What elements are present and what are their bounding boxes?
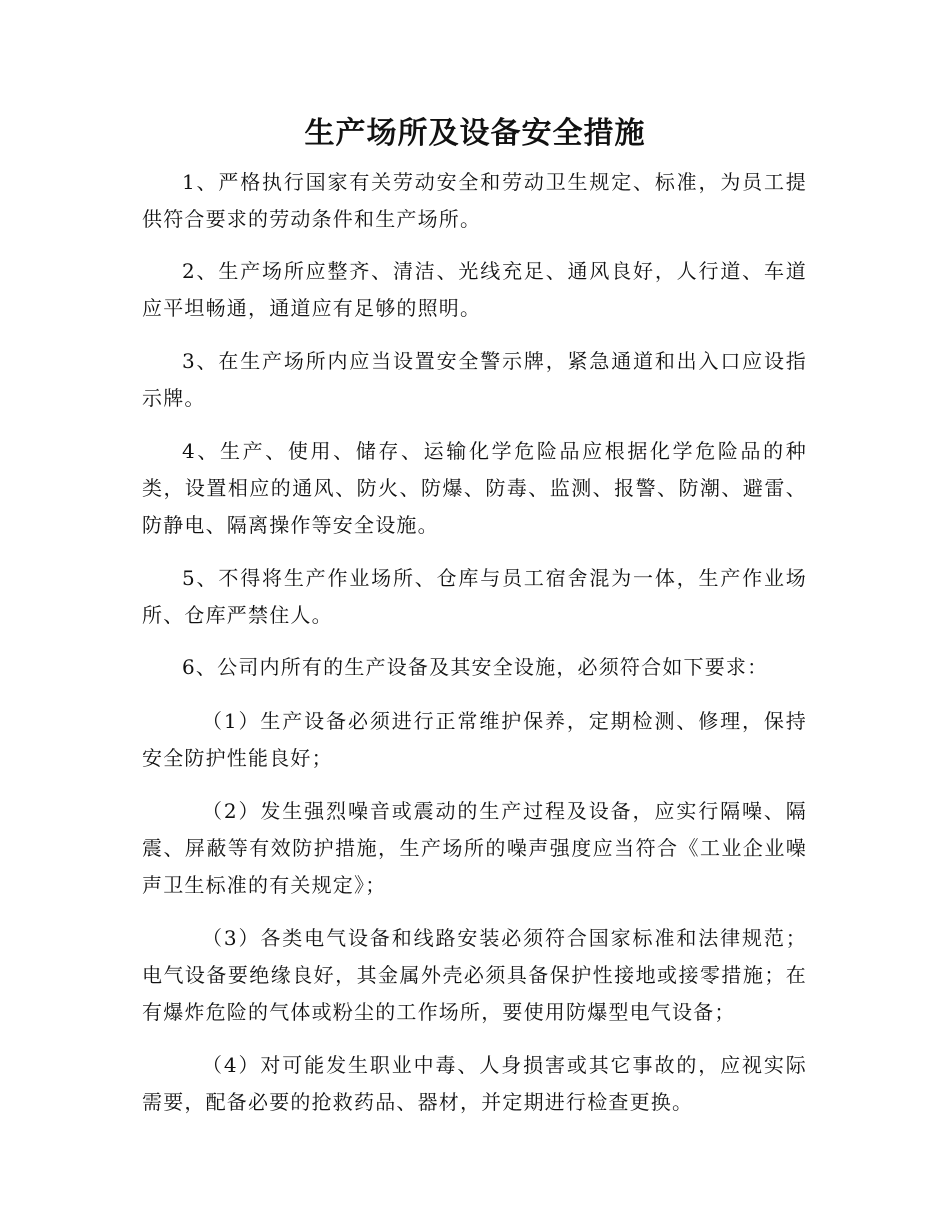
sub-item-2: （2）发生强烈噪音或震动的生产过程及设备，应实行隔噪、隔震、屏蔽等有效防护措施，生产场所的噪声强度应当符合《工业企业噪声卫生标准的有关规定》； [142,799,807,897]
paragraph-5: 5、不得将生产作业场所、仓库与员工宿舍混为一体，生产作业场所、仓库严禁住人。 [142,566,807,627]
sub-item-3: （3）各类电气设备和线路安装必须符合国家标准和法律规范；电气设备要绝缘良好，其金属外壳必须具备保护性接地或接零措施；在有爆炸危险的气体或粉尘的工作场所，要使用防爆型电气设备； [142,926,807,1024]
document-title: 生产场所及设备安全措施 [304,116,646,151]
paragraph-3: 3、在生产场所内应当设置安全警示牌，紧急通道和出入口应设指示牌。 [142,349,807,410]
sub-item-1: （1）生产设备必须进行正常维护保养，定期检测、修理，保持安全防护性能良好； [142,709,807,770]
paragraph-2: 2、生产场所应整齐、清洁、光线充足、通风良好，人行道、车道应平坦畅通，通道应有足够的照明。 [142,259,807,320]
paragraph-1: 1、严格执行国家有关劳动安全和劳动卫生规定、标准，为员工提供符合要求的劳动条件和生产场所。 [142,170,807,231]
sub-item-4: （4）对可能发生职业中毒、人身损害或其它事故的，应视实际需要，配备必要的抢救药品、器材，并定期进行检查更换。 [142,1053,807,1114]
paragraph-4: 4、生产、使用、储存、运输化学危险品应根据化学危险品的种类，设置相应的通风、防火、防爆、防毒、监测、报警、防潮、避雷、防静电、隔离操作等安全设施。 [142,439,807,537]
paragraph-6: 6、公司内所有的生产设备及其安全设施，必须符合如下要求： [182,655,769,679]
